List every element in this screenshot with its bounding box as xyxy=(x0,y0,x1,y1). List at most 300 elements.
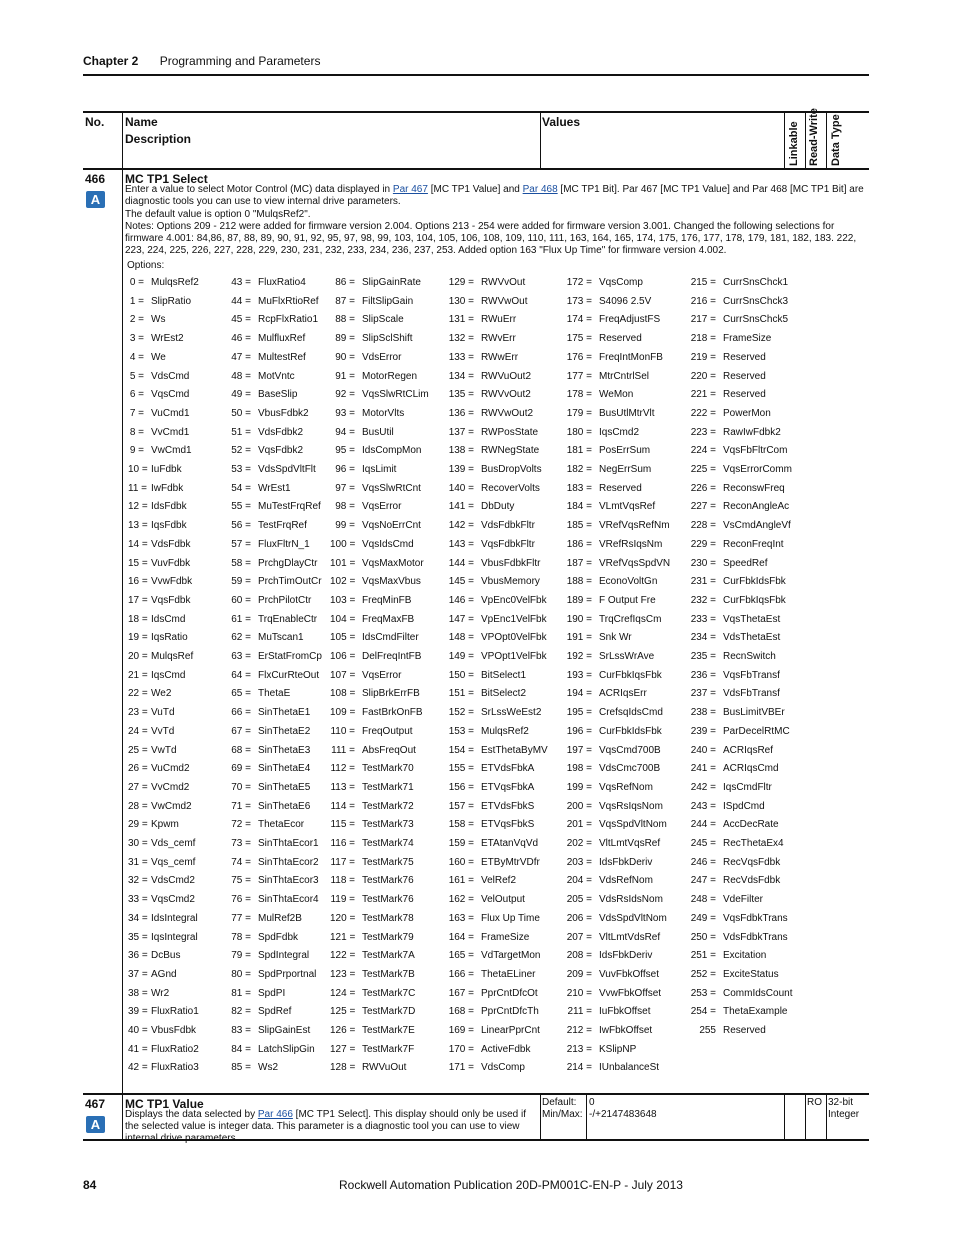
option-number: 15 = xyxy=(128,557,148,569)
option-name: CurFbkIqsFbk xyxy=(599,669,662,681)
option-number: 0 = xyxy=(129,277,144,288)
option-number: 236 = xyxy=(690,669,716,681)
option-number: 158 = xyxy=(448,819,474,831)
option-name: VqsFbFltrCom xyxy=(723,445,788,457)
option-name: ACRIqsErr xyxy=(599,688,647,700)
option-item xyxy=(128,538,191,550)
option-name: MuTestFrqRef xyxy=(258,501,321,513)
option-name: IqsRatio xyxy=(151,632,188,644)
option-item xyxy=(566,426,640,438)
option-item xyxy=(330,520,421,532)
option-number: 83 = xyxy=(231,1025,251,1036)
option-name: VqsMaxVbus xyxy=(362,576,421,588)
option-name: PrchTimOutCr xyxy=(258,576,322,588)
option-name: FluxRatio2 xyxy=(151,1043,199,1055)
option-name: VqsIdsCmd xyxy=(362,538,414,550)
option-number: 167 = xyxy=(448,987,474,999)
option-name: Reserved xyxy=(599,333,642,345)
option-item xyxy=(688,426,781,438)
option-number: 4 = xyxy=(129,351,144,363)
option-name: MulqsRef2 xyxy=(151,277,199,288)
option-number: 32 = xyxy=(128,875,148,887)
col-no-header: No. xyxy=(85,115,105,129)
option-name: ETVqsFbkA xyxy=(481,781,535,793)
option-name: SlipScale xyxy=(362,314,404,326)
option-item xyxy=(330,389,429,401)
option-name: RecoverVolts xyxy=(481,482,540,494)
option-number: 197 = xyxy=(566,744,592,756)
option-number: 27 = xyxy=(128,781,148,793)
option-number: 11 = xyxy=(128,482,147,494)
option-item xyxy=(566,651,655,662)
option-item xyxy=(688,482,785,494)
option-number: 63 = xyxy=(231,651,251,662)
option-number: 235 = xyxy=(690,651,716,662)
par-468-link[interactable]: Par 468 xyxy=(522,184,558,195)
option-item xyxy=(330,314,404,326)
option-item xyxy=(330,819,414,831)
option-item xyxy=(566,763,661,775)
option-item xyxy=(448,968,536,980)
option-item xyxy=(330,407,405,419)
option-item xyxy=(448,725,529,737)
option-item xyxy=(566,277,643,288)
description-text: [MC TP1 Select]. This display should only be used if the selected value is integer data. This parameter is a diagnostic tool you can use to view xyxy=(125,1109,526,1132)
option-number: 6 = xyxy=(129,389,144,401)
option-name: SinThtaEcor2 xyxy=(258,856,319,868)
option-item xyxy=(330,557,424,569)
option-item xyxy=(566,594,656,606)
option-number: 80 = xyxy=(231,968,251,980)
option-item xyxy=(688,950,767,962)
option-item xyxy=(228,950,310,962)
option-number: 108 = xyxy=(330,688,356,700)
option-name: RWVuOut2 xyxy=(481,370,532,382)
option-name: VqsMaxMotor xyxy=(362,557,424,569)
option-number: 19 = xyxy=(128,632,148,644)
option-item xyxy=(228,781,311,793)
option-name: SlipBrkErrFB xyxy=(362,688,420,700)
option-number: 37 = xyxy=(128,968,148,980)
option-number: 104 = xyxy=(330,613,356,625)
option-item xyxy=(128,781,190,793)
option-name: FreqIntMonFB xyxy=(599,351,663,363)
option-name: VqsCmd xyxy=(151,389,190,401)
option-number: 155 = xyxy=(448,763,474,775)
option-item xyxy=(448,838,539,849)
option-name: VqsFdbk2 xyxy=(258,445,304,457)
option-number: 5 = xyxy=(129,370,144,382)
option-item xyxy=(448,1025,540,1036)
option-number: 199 = xyxy=(566,781,592,793)
option-name: SinThtaEcor4 xyxy=(258,894,319,906)
option-item xyxy=(330,968,415,980)
option-name: CrefsqIdsCmd xyxy=(599,707,663,719)
option-name: IqsCmdFltr xyxy=(723,781,772,793)
option-number: 55 = xyxy=(231,501,251,513)
option-name: FreqAdjustFS xyxy=(599,314,661,326)
option-number: 91 = xyxy=(335,370,355,382)
default-value: 0 xyxy=(589,1097,595,1108)
option-number: 218 = xyxy=(690,333,716,345)
option-name: VqsFdbkFltr xyxy=(481,538,535,550)
option-name: RawIwFdbk2 xyxy=(723,426,781,438)
option-number: 17 = xyxy=(128,594,148,606)
option-number: 46 = xyxy=(231,333,251,345)
option-name: MulfluxRef xyxy=(258,333,306,345)
option-item xyxy=(228,651,322,662)
option-number: 237 = xyxy=(690,688,716,700)
option-name: FreqOutput xyxy=(362,725,413,737)
option-number: 168 = xyxy=(448,1006,474,1018)
option-item xyxy=(566,370,650,382)
option-name: FrameSize xyxy=(723,333,772,345)
option-number: 143 = xyxy=(448,538,474,550)
option-name: DelFreqIntFB xyxy=(362,651,422,662)
option-number: 175 = xyxy=(566,333,592,345)
option-item xyxy=(228,464,316,475)
option-number: 90 = xyxy=(335,351,355,363)
option-number: 226 = xyxy=(690,482,716,494)
option-number: 133 = xyxy=(448,351,474,363)
option-item xyxy=(688,277,789,288)
option-number: 81 = xyxy=(231,987,251,999)
option-item xyxy=(228,1043,315,1055)
option-item xyxy=(566,725,662,737)
description-text: [MC TP1 Bit]. Par 467 [MC TP1 Value] and Par 468 [MC TP1 Bit] are diagnostic tools you can use to view internal drive parameters. xyxy=(125,184,864,207)
option-number: 107 = xyxy=(330,669,356,681)
option-number: 220 = xyxy=(690,370,716,382)
option-item xyxy=(128,987,170,999)
option-item xyxy=(566,351,663,363)
option-item xyxy=(566,445,651,457)
option-number: 232 = xyxy=(690,594,716,606)
col-read-write-header: Read-Write xyxy=(808,108,820,166)
page-number: 84 xyxy=(83,1178,97,1192)
option-number: 36 = xyxy=(128,950,148,962)
option-item xyxy=(330,538,414,550)
option-name: IqsIntegral xyxy=(151,931,198,943)
option-item xyxy=(228,538,310,550)
col-linkable-header: Linkable xyxy=(788,121,800,166)
option-name: Wr2 xyxy=(151,987,170,999)
option-number: 250 = xyxy=(690,931,716,943)
option-item xyxy=(448,800,535,812)
option-name: ThetaE xyxy=(258,688,291,700)
option-name: VPOpt1VelFbk xyxy=(481,651,547,662)
option-item xyxy=(566,295,652,307)
option-item xyxy=(330,950,415,962)
option-item xyxy=(688,669,780,681)
option-name: FastBrkOnFB xyxy=(362,707,423,719)
col-divider xyxy=(805,1095,806,1140)
option-number: 181 = xyxy=(566,445,592,457)
option-name: IdsCompMon xyxy=(362,445,422,457)
description-text: [MC TP1 Value] and xyxy=(427,184,523,195)
option-name: VqsFdbkTrans xyxy=(723,912,788,924)
option-name: VRefVqsRefNm xyxy=(599,520,670,532)
option-item xyxy=(128,557,191,569)
option-item xyxy=(128,632,188,644)
option-item xyxy=(228,557,318,569)
option-item xyxy=(448,1043,531,1055)
option-number: 31 = xyxy=(128,856,148,868)
option-item xyxy=(688,912,788,924)
option-name: ISpdCmd xyxy=(723,800,765,812)
option-name: FlxCurRteOut xyxy=(258,669,320,681)
option-item xyxy=(688,464,792,475)
option-item xyxy=(688,632,781,644)
option-item xyxy=(330,875,414,887)
option-number: 102 = xyxy=(330,576,356,588)
option-name: TestMark73 xyxy=(362,819,414,831)
option-name: NegErrSum xyxy=(599,464,652,475)
option-item xyxy=(330,931,414,943)
option-name: SpdRef xyxy=(258,1006,292,1018)
option-item xyxy=(448,557,541,569)
option-number: 132 = xyxy=(448,333,474,345)
col-divider xyxy=(826,112,827,169)
option-item xyxy=(566,950,653,962)
option-item xyxy=(228,707,311,719)
option-number: 134 = xyxy=(448,370,474,382)
option-number: 129 = xyxy=(448,277,474,288)
option-number: 249 = xyxy=(690,912,716,924)
option-name: VdsCmc700B xyxy=(599,763,661,775)
option-name: MulqsRef2 xyxy=(481,725,529,737)
option-item xyxy=(330,669,402,681)
option-name: FreqMaxFB xyxy=(362,613,415,625)
option-name: MultestRef xyxy=(258,351,306,363)
access-level-badge: A xyxy=(86,1116,105,1133)
option-name: Excitation xyxy=(723,950,767,962)
option-item xyxy=(448,482,540,494)
option-number: 30 = xyxy=(128,838,148,849)
option-name: VqsNoErrCnt xyxy=(362,520,421,532)
option-number: 10 = xyxy=(128,464,148,475)
option-name: LatchSlipGin xyxy=(258,1043,315,1055)
option-number: 51 = xyxy=(231,426,251,438)
option-item xyxy=(128,389,190,401)
option-item xyxy=(228,333,306,345)
option-item xyxy=(228,445,304,457)
option-number: 212 = xyxy=(566,1025,592,1036)
option-number: 114 = xyxy=(330,800,355,812)
option-name: MotorRegen xyxy=(362,370,418,382)
option-number: 142 = xyxy=(448,520,474,532)
option-number: 153 = xyxy=(448,725,474,737)
option-number: 248 = xyxy=(690,894,716,906)
option-item xyxy=(330,800,414,812)
option-item xyxy=(228,520,307,532)
option-item xyxy=(330,651,422,662)
option-name: VqsError xyxy=(362,669,402,681)
option-item xyxy=(448,407,534,419)
option-item xyxy=(128,950,181,962)
col-divider xyxy=(540,1095,541,1140)
option-name: ThetaEcor xyxy=(258,819,305,831)
option-item xyxy=(566,688,647,700)
chapter-label: Chapter 2 xyxy=(83,54,139,68)
option-item xyxy=(688,445,788,457)
option-item xyxy=(448,651,547,662)
option-name: VdsSpdVltFlt xyxy=(258,464,316,475)
option-item xyxy=(566,744,661,756)
option-item xyxy=(566,1025,653,1036)
option-item xyxy=(128,1062,199,1074)
option-item xyxy=(566,501,656,513)
option-name: VdeFilter xyxy=(723,894,764,906)
option-name: Vqs_cemf xyxy=(151,856,196,868)
option-name: VdsCmd xyxy=(151,370,190,382)
option-item xyxy=(128,669,186,681)
option-name: FluxRatio4 xyxy=(258,277,306,288)
option-name: TestMark7D xyxy=(362,1006,416,1018)
option-name: VqsErrorComm xyxy=(723,464,792,475)
option-name: KSlipNP xyxy=(599,1043,637,1055)
option-item xyxy=(228,875,319,887)
col-divider xyxy=(826,1095,827,1140)
option-name: VdsCmd2 xyxy=(151,875,195,887)
option-number: 233 = xyxy=(690,613,716,625)
option-item xyxy=(228,912,302,924)
par-467-link[interactable]: Par 467 xyxy=(392,184,428,195)
option-name: VLmtVqsRef xyxy=(599,501,656,513)
option-name: VwCmd2 xyxy=(151,800,192,812)
option-number: 162 = xyxy=(448,894,474,906)
option-item xyxy=(330,370,418,382)
option-item xyxy=(448,950,541,962)
param-number: 466 xyxy=(85,172,106,186)
option-item xyxy=(448,389,531,401)
option-name: SpdPrportnal xyxy=(258,968,317,980)
option-item xyxy=(128,520,187,532)
option-name: ThetaExample xyxy=(723,1006,788,1018)
option-item xyxy=(448,351,519,363)
par-466-link[interactable]: Par 466 xyxy=(257,1109,293,1120)
option-number: 184 = xyxy=(566,501,592,513)
option-name: CurFbkIqsFbk xyxy=(723,594,786,606)
option-name: RWVwOut xyxy=(481,295,528,307)
option-name: VwTd xyxy=(151,744,177,756)
col-divider xyxy=(122,170,123,1093)
option-number: 73 = xyxy=(231,838,251,849)
option-name: IuFbkOffset xyxy=(599,1006,651,1018)
option-number: 234 = xyxy=(690,632,716,644)
option-name: VuCmd2 xyxy=(151,763,190,775)
option-name: VdsFdbkTrans xyxy=(723,931,788,943)
option-number: 170 = xyxy=(448,1043,474,1055)
option-number: 97 = xyxy=(335,482,355,494)
option-name: RWVvOut2 xyxy=(481,389,531,401)
option-name: VvCmd1 xyxy=(151,426,190,438)
option-item xyxy=(448,445,540,457)
read-write-value: RO xyxy=(807,1097,822,1108)
option-number: 34 = xyxy=(128,912,148,924)
option-item xyxy=(448,856,540,868)
option-item xyxy=(128,838,196,849)
option-item xyxy=(448,1062,525,1074)
option-item xyxy=(448,894,525,906)
option-number: 22 = xyxy=(128,688,148,700)
option-name: VbusFdbkFltr xyxy=(481,557,541,569)
option-name: TestMark7F xyxy=(362,1043,415,1055)
option-name: ETAtanVqVd xyxy=(481,838,539,849)
option-number: 206 = xyxy=(566,912,592,924)
option-number: 95 = xyxy=(335,445,355,457)
option-item xyxy=(688,838,784,849)
option-number: 122 = xyxy=(330,950,356,962)
option-item xyxy=(688,613,781,625)
option-item xyxy=(228,1062,278,1074)
option-number: 110 = xyxy=(330,725,355,737)
option-number: 3 = xyxy=(129,333,144,345)
default-label: Default: xyxy=(542,1097,577,1108)
option-number: 208 = xyxy=(566,950,592,962)
option-number: 231 = xyxy=(690,576,716,588)
option-name: VdTargetMon xyxy=(481,950,541,962)
option-item xyxy=(228,277,306,288)
option-item xyxy=(228,725,311,737)
option-name: TestMark75 xyxy=(362,856,414,868)
col-divider xyxy=(784,112,785,169)
option-name: MuTscan1 xyxy=(258,632,304,644)
option-item xyxy=(330,351,402,363)
option-item xyxy=(128,576,193,588)
option-name: VqsError xyxy=(362,501,402,513)
option-name: ETVdsFbkA xyxy=(481,763,535,775)
option-name: SpdFdbk xyxy=(258,931,299,943)
param-name: MC TP1 Value xyxy=(125,1097,204,1111)
option-name: PprCntDfcOt xyxy=(481,987,538,999)
option-item xyxy=(128,314,166,326)
option-item xyxy=(228,931,299,943)
option-name: ACRIqsCmd xyxy=(723,763,779,775)
option-number: 204 = xyxy=(566,875,592,887)
option-name: Reserved xyxy=(723,1025,766,1036)
option-name: IdsFbkDeriv xyxy=(599,856,653,868)
option-number: 192 = xyxy=(566,651,592,662)
option-number: 148 = xyxy=(448,632,474,644)
option-item xyxy=(448,594,547,606)
option-number: 116 = xyxy=(330,838,355,849)
col-name-header: Name xyxy=(125,115,158,129)
option-name: BusUtlMtrVlt xyxy=(599,407,655,419)
option-number: 177 = xyxy=(566,370,592,382)
option-number: 82 = xyxy=(231,1006,251,1018)
option-item xyxy=(228,632,304,644)
option-item xyxy=(330,781,414,793)
option-number: 57 = xyxy=(231,538,251,550)
option-item xyxy=(688,501,790,513)
option-item xyxy=(228,482,291,494)
option-number: 117 = xyxy=(330,856,355,868)
option-name: RcpFlxRatio1 xyxy=(258,314,319,326)
option-number: 141 = xyxy=(448,501,474,513)
chapter-title: Programming and Parameters xyxy=(159,54,321,68)
option-name: Snk Wr xyxy=(599,632,632,644)
option-number: 203 = xyxy=(566,856,592,868)
option-number: 71 = xyxy=(231,800,251,812)
option-number: 13 = xyxy=(128,520,148,532)
option-item xyxy=(228,407,309,419)
option-item xyxy=(128,744,177,756)
option-name: VdsError xyxy=(362,351,402,363)
option-name: IdsCmdFilter xyxy=(362,632,419,644)
option-name: VdsFbTransf xyxy=(723,688,780,700)
option-number: 64 = xyxy=(231,669,251,681)
option-name: TestMark71 xyxy=(362,781,414,793)
